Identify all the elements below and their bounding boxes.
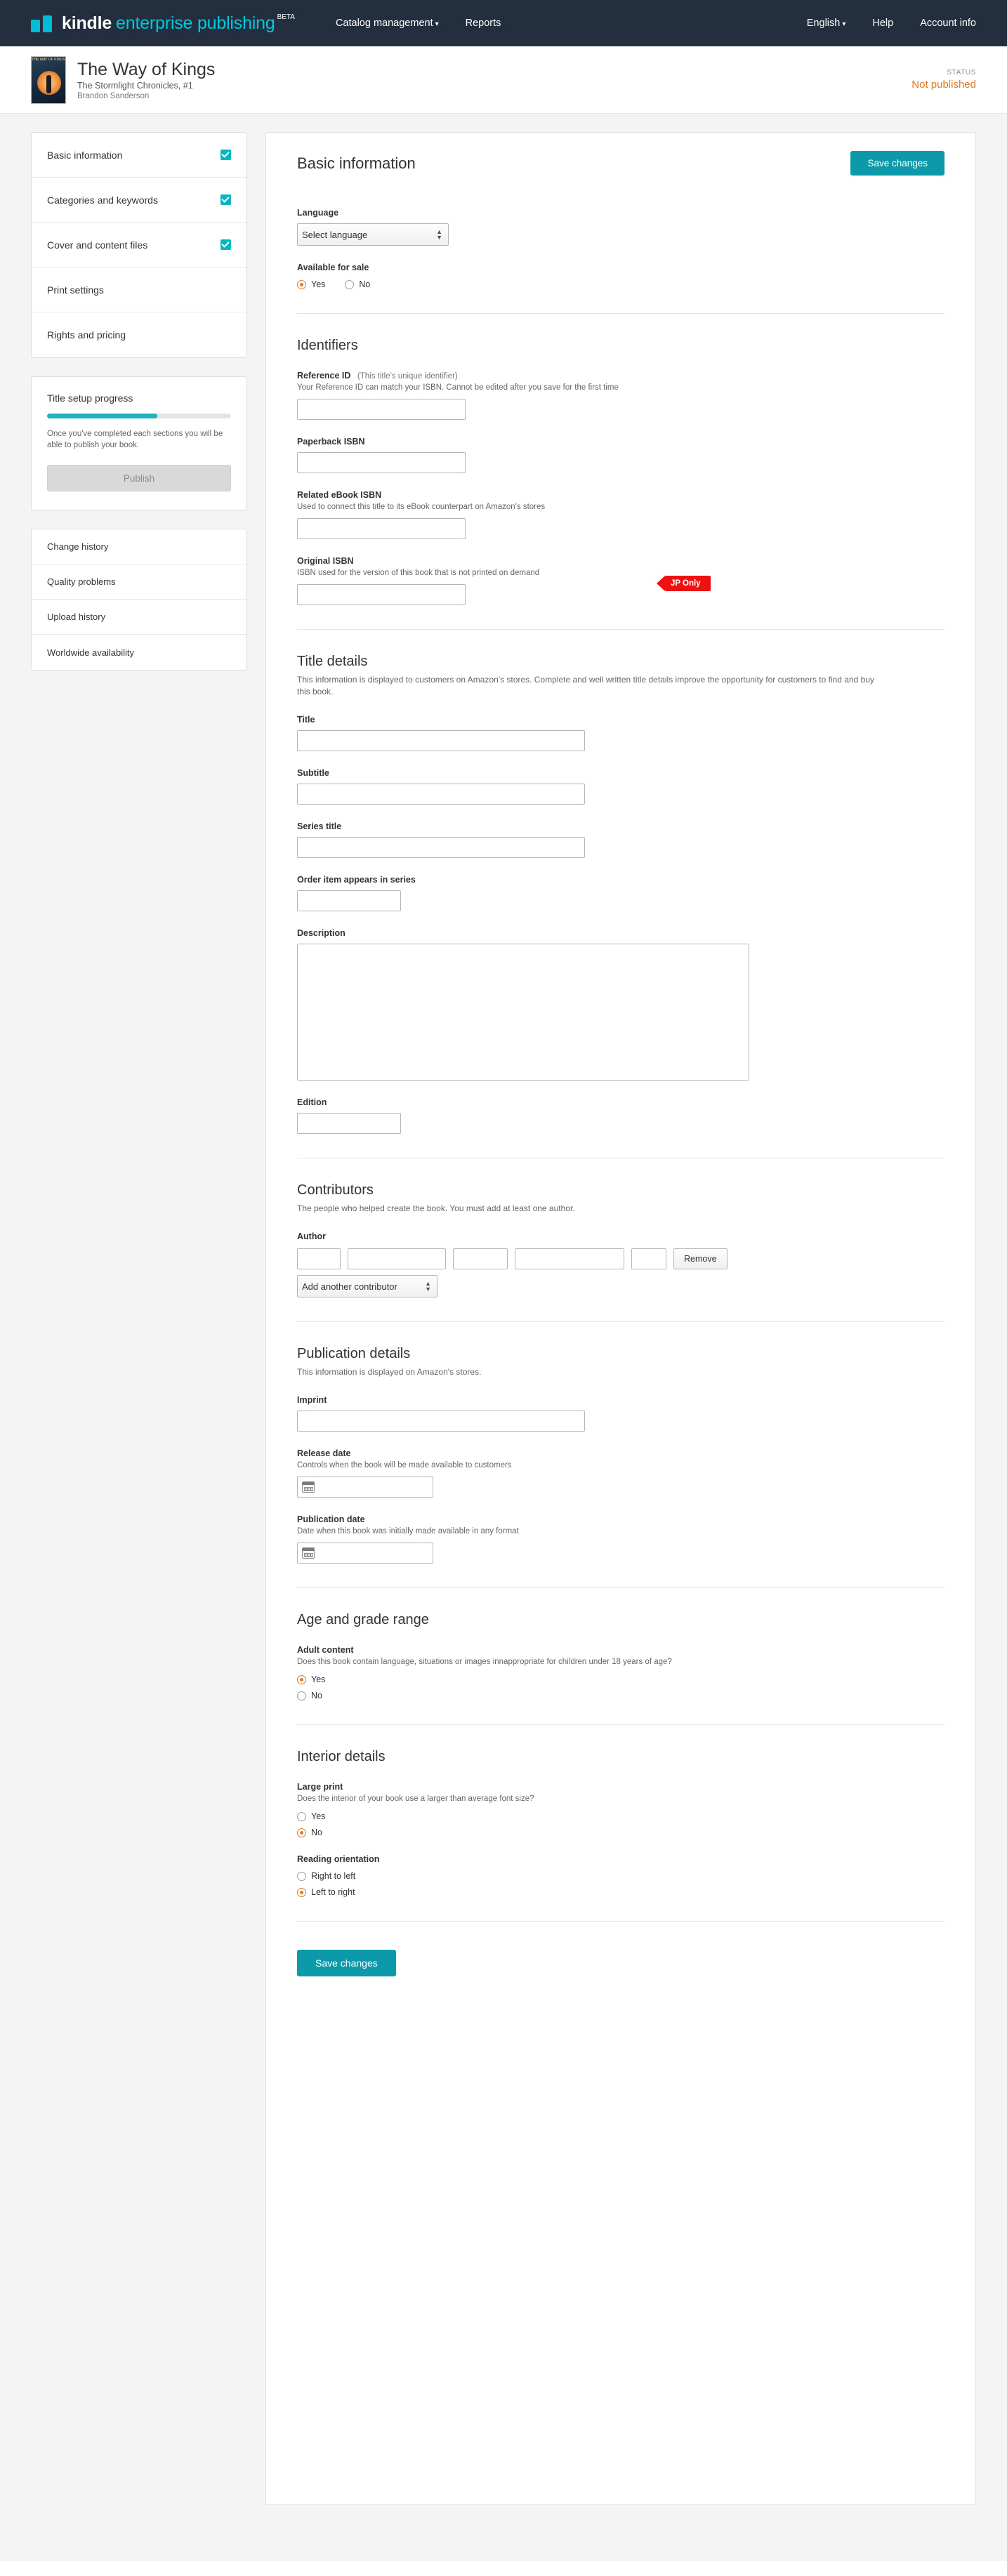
radio-label: Right to left <box>311 1871 356 1881</box>
publication-date-hint: Date when this book was initially made available in any format <box>297 1527 519 1535</box>
reading-orientation-label: Reading orientation <box>297 1854 380 1864</box>
adult-content-field <box>297 1645 945 1700</box>
divider <box>297 1587 945 1588</box>
large-print-field <box>297 1782 945 1837</box>
title-details-description: This information is displayed to customers on Amazon's stores. Complete and well written title details improve the opportunity for customers to find and buy this book. <box>297 675 875 696</box>
series-order-label: Order item appears in series <box>297 875 416 885</box>
primary-nav <box>336 18 501 29</box>
radio-label: Yes <box>311 1811 326 1821</box>
radio-label: No <box>359 279 371 289</box>
edition-label: Edition <box>297 1097 327 1107</box>
radio-label: No <box>311 1691 322 1700</box>
original-isbn-field <box>297 556 945 605</box>
sidebar-item-rights-and-pricing[interactable] <box>32 312 246 357</box>
contributor-first-name-input[interactable] <box>348 1248 446 1269</box>
radio-label: Yes <box>311 1675 326 1684</box>
nav-language-label: English <box>806 18 841 29</box>
radio-label: Left to right <box>311 1887 355 1897</box>
title-details-section <box>266 654 975 1134</box>
interior-details-section <box>266 1749 975 1897</box>
subtitle-input[interactable] <box>297 784 585 805</box>
progress-note: Once you've completed each sections you will be able to publish your book. <box>47 430 223 449</box>
radio-icon <box>297 1812 306 1821</box>
reference-id-label <box>297 371 945 381</box>
brand-enterprise-publishing-text: enterprise publishing <box>116 13 275 33</box>
release-date-input[interactable] <box>297 1477 433 1498</box>
calendar-icon[interactable] <box>302 1481 315 1493</box>
contributor-suffix-input[interactable] <box>631 1248 666 1269</box>
contributors-section <box>266 1182 975 1297</box>
related-ebook-isbn-input[interactable] <box>297 518 466 539</box>
brand-kindle-text: kindle <box>62 13 112 33</box>
sidebar-item-basic-information[interactable] <box>32 133 246 178</box>
available-for-sale-label: Available for sale <box>297 263 369 272</box>
divider <box>297 1321 945 1322</box>
callout-arrow-icon <box>657 576 665 591</box>
contributors-description: The people who helped create the book. You must add at least one author. <box>297 1203 575 1213</box>
reading-orientation-radio-group <box>297 1871 945 1897</box>
sidebar-item-label: Worldwide availability <box>47 647 135 658</box>
nav-language-selector[interactable] <box>807 18 846 29</box>
radio-icon <box>297 1691 306 1700</box>
related-ebook-isbn-hint: Used to connect this title to its eBook counterpart on Amazon's stores <box>297 503 546 511</box>
release-date-wrap <box>297 1477 433 1498</box>
sidebar-item-label: Cover and content files <box>47 239 148 251</box>
series-title-field <box>297 821 945 858</box>
check-icon <box>221 150 231 160</box>
publication-date-input[interactable] <box>297 1543 433 1564</box>
age-and-grade-heading: Age and grade range <box>297 1612 429 1627</box>
progress-bar-track <box>47 414 231 418</box>
radio-icon <box>297 1872 306 1881</box>
sidebar-nav-card <box>31 132 247 358</box>
radio-icon <box>345 280 354 289</box>
contributor-last-name-input[interactable] <box>515 1248 624 1269</box>
language-select[interactable] <box>297 223 449 246</box>
nav-catalog-management-label: Catalog management <box>335 18 433 29</box>
sidebar <box>31 132 247 689</box>
interior-details-heading: Interior details <box>297 1749 386 1764</box>
chevron-updown-icon: ▲ ▼ <box>425 1280 431 1293</box>
publish-button[interactable]: Publish <box>47 465 231 491</box>
sidebar-item-cover-and-content-files[interactable] <box>32 223 246 267</box>
book-header <box>0 46 1007 114</box>
release-date-hint: Controls when the book will be made available to customers <box>297 1461 512 1469</box>
title-label: Title <box>297 715 315 725</box>
series-order-input[interactable] <box>297 890 401 911</box>
sidebar-item-categories-and-keywords[interactable] <box>32 178 246 223</box>
subtitle-field <box>297 768 945 805</box>
release-date-field <box>297 1448 945 1498</box>
save-changes-button-top[interactable]: Save changes <box>850 151 945 176</box>
publication-details-section <box>266 1346 975 1564</box>
progress-bar-fill <box>47 414 157 418</box>
section-heading-basic-information: Basic information <box>297 154 416 172</box>
paperback-isbn-input[interactable] <box>297 452 466 473</box>
kindle-logo-icon <box>31 15 55 34</box>
title-details-heading: Title details <box>297 654 368 669</box>
author-label: Author <box>297 1231 326 1241</box>
original-isbn-label: Original ISBN <box>297 556 354 566</box>
description-field <box>297 928 945 1081</box>
book-author-label: Brandon Sanderson <box>77 91 150 100</box>
large-print-option-yes[interactable] <box>297 1811 945 1821</box>
reading-orientation-option-right-to-left[interactable] <box>297 1871 945 1881</box>
identifiers-heading: Identifiers <box>297 338 358 353</box>
nav-help[interactable]: Help <box>872 18 894 29</box>
nav-account-info[interactable]: Account info <box>920 18 976 29</box>
radio-label: No <box>311 1828 322 1837</box>
language-label: Language <box>297 208 339 218</box>
available-for-sale-option-no[interactable] <box>345 279 370 289</box>
status-label: STATUS <box>947 69 976 77</box>
radio-icon <box>297 1828 306 1837</box>
sidebar-item-label: Print settings <box>47 284 104 296</box>
contributors-heading: Contributors <box>297 1182 374 1198</box>
sidebar-item-upload-history[interactable] <box>32 600 246 635</box>
brand-logo[interactable] <box>31 13 295 34</box>
reference-id-label-text: Reference ID <box>297 371 351 381</box>
author-field <box>297 1231 945 1297</box>
adult-content-label: Adult content <box>297 1645 354 1655</box>
paperback-isbn-field <box>297 437 945 473</box>
reference-id-field <box>297 371 945 420</box>
sidebar-item-label: Rights and pricing <box>47 329 126 341</box>
main-panel <box>265 132 976 2505</box>
title-field <box>297 715 945 751</box>
language-field <box>297 208 945 246</box>
radio-icon <box>297 1888 306 1897</box>
available-for-sale-option-yes[interactable] <box>297 279 325 289</box>
reading-orientation-option-left-to-right[interactable] <box>297 1887 945 1897</box>
status-value: Not published <box>911 79 976 91</box>
jp-only-callout <box>657 576 711 591</box>
contributor-prefix-input[interactable] <box>297 1248 341 1269</box>
footer-actions <box>266 1950 975 1976</box>
series-title-label: Series title <box>297 821 342 831</box>
book-cover-title-text: THE WAY OF KINGS <box>32 57 65 62</box>
sidebar-item-label: Quality problems <box>47 576 116 587</box>
description-label: Description <box>297 928 345 938</box>
sidebar-item-print-settings[interactable] <box>32 267 246 312</box>
publication-details-description: This information is displayed on Amazon's stores. <box>297 1367 482 1377</box>
page-title: The Way of Kings <box>77 59 216 79</box>
edition-field <box>297 1097 945 1134</box>
reading-orientation-field <box>297 1854 945 1897</box>
adult-content-radio-group <box>297 1675 945 1700</box>
original-isbn-hint: ISBN used for the version of this book that is not printed on demand <box>297 569 540 577</box>
publication-date-wrap <box>297 1543 433 1564</box>
content-area <box>0 114 1007 2561</box>
divider <box>297 629 945 630</box>
language-section <box>266 208 975 289</box>
sidebar-item-change-history[interactable] <box>32 529 246 564</box>
series-order-field <box>297 875 945 911</box>
status-badge <box>911 69 976 91</box>
subtitle-label: Subtitle <box>297 768 329 778</box>
sidebar-item-quality-problems[interactable] <box>32 564 246 600</box>
sidebar-item-worldwide-availability[interactable] <box>32 635 246 670</box>
publication-date-label: Publication date <box>297 1514 365 1524</box>
book-metadata <box>77 60 215 100</box>
publication-date-field <box>297 1514 945 1564</box>
calendar-icon[interactable] <box>302 1547 315 1559</box>
jp-only-label: JP Only <box>665 576 711 591</box>
large-print-option-no[interactable] <box>297 1828 945 1837</box>
check-icon <box>221 194 231 205</box>
release-date-label: Release date <box>297 1448 351 1458</box>
title-setup-progress-card <box>31 376 247 510</box>
publication-details-heading: Publication details <box>297 1346 411 1361</box>
radio-icon <box>297 1675 306 1684</box>
radio-label: Yes <box>311 279 326 289</box>
sidebar-secondary-card <box>31 529 247 671</box>
secondary-nav <box>807 18 976 29</box>
large-print-hint: Does the interior of your book use a larger than average font size? <box>297 1795 534 1803</box>
imprint-input[interactable] <box>297 1411 585 1432</box>
cover-figure-shape <box>46 75 51 93</box>
contributor-row <box>297 1248 945 1269</box>
add-contributor-select-wrap <box>297 1275 437 1297</box>
series-title-input[interactable] <box>297 837 585 858</box>
remove-contributor-button[interactable]: Remove <box>673 1248 728 1269</box>
chevron-down-icon: ▾ <box>842 20 846 28</box>
sidebar-item-label: Categories and keywords <box>47 194 158 206</box>
available-for-sale-field <box>297 263 945 289</box>
related-ebook-isbn-field <box>297 490 945 539</box>
original-isbn-input[interactable] <box>297 584 466 605</box>
book-series-label: The Stormlight Chronicles, #1 <box>77 80 193 91</box>
imprint-field <box>297 1395 945 1432</box>
sidebar-item-label: Basic information <box>47 149 123 161</box>
language-select-wrap <box>297 223 449 246</box>
main-header <box>266 133 975 191</box>
nav-reports[interactable]: Reports <box>465 18 501 29</box>
book-cover-thumbnail <box>31 56 66 104</box>
contributor-middle-name-input[interactable] <box>453 1248 508 1269</box>
age-and-grade-range-section <box>266 1612 975 1700</box>
identifiers-section <box>266 338 975 605</box>
check-icon <box>221 239 231 250</box>
related-ebook-isbn-label: Related eBook ISBN <box>297 490 382 500</box>
brand-beta-badge: BETA <box>277 13 295 21</box>
reference-id-input[interactable] <box>297 399 466 420</box>
adult-content-option-no[interactable] <box>297 1691 945 1700</box>
imprint-label: Imprint <box>297 1395 327 1405</box>
adult-content-option-yes[interactable] <box>297 1675 945 1684</box>
divider <box>297 1921 945 1922</box>
paperback-isbn-label: Paperback ISBN <box>297 437 365 447</box>
edition-input[interactable] <box>297 1113 401 1134</box>
add-contributor-select[interactable] <box>297 1275 437 1297</box>
reference-id-hint: Your Reference ID can match your ISBN. Cannot be edited after you save for the first time <box>297 383 619 392</box>
large-print-radio-group <box>297 1811 945 1837</box>
chevron-down-icon: ▾ <box>435 20 439 28</box>
sidebar-item-label: Upload history <box>47 612 106 622</box>
chevron-updown-icon: ▲ ▼ <box>436 228 442 241</box>
nav-catalog-management[interactable] <box>336 18 439 29</box>
radio-icon <box>297 280 306 289</box>
title-input[interactable] <box>297 730 585 751</box>
top-navigation-bar <box>0 0 1007 46</box>
description-textarea[interactable] <box>297 944 749 1081</box>
adult-content-hint: Does this book contain language, situations or images innappropriate for children under 18 years of age? <box>297 1658 672 1666</box>
divider <box>297 1724 945 1725</box>
reference-id-label-note: (This title's unique identifier) <box>357 372 458 381</box>
save-changes-button-bottom[interactable]: Save changes <box>297 1950 396 1976</box>
large-print-label: Large print <box>297 1782 343 1792</box>
progress-title: Title setup progress <box>47 392 133 404</box>
sidebar-item-label: Change history <box>47 541 109 552</box>
available-for-sale-radio-group <box>297 279 945 289</box>
divider <box>297 313 945 314</box>
